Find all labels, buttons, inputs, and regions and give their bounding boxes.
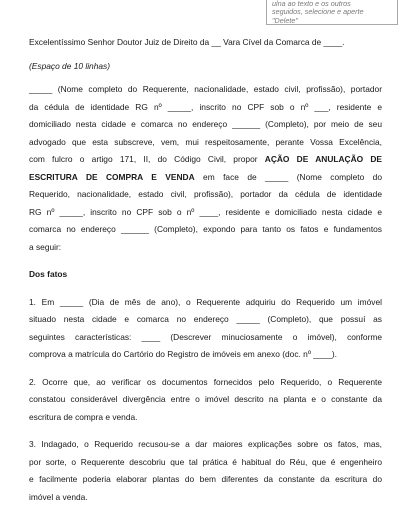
opening-line: da cédula de identidade RG nº _____, inscrito no CPF sob o nº ___, residente e [29, 99, 382, 117]
opening-line: advogado que esta subscreve, vem, mui respeitosamente, perante Vossa Excelência, [29, 134, 382, 152]
opening-paragraph [29, 81, 382, 256]
opening-line-with-action [29, 169, 382, 187]
fact-line: imóvel a venda. [29, 489, 382, 506]
instruction-note-box [266, 0, 398, 25]
fact-line: constatou considerável divergência entre o imóvel descrito na planta e o constante da [29, 391, 382, 409]
fact-line: escritura de compra e venda. [29, 409, 382, 427]
fact-line: 3. Indagado, o Requerido recusou-se a dar maiores explicações sobre os fatos, mas, [29, 436, 382, 454]
fact-paragraph-2 [29, 374, 382, 427]
fact-paragraph-1 [29, 294, 382, 364]
fact-line: por sorte, o Requerente descobriu que tal prática é habitual do Réu, que é engenheiro [29, 454, 382, 472]
opening-line: _____ (Nome completo do Requerente, nacionalidade, estado civil, profissão), portador [29, 81, 382, 99]
fact-line: seguintes características: ____ (Descrever minuciosamente o imóvel), conforme [29, 329, 382, 347]
fact-line: situado nesta cidade e comarca no endereço _____ (Completo), que possuí as [29, 311, 382, 329]
address-text: Excelentíssimo Senhor Doutor Juiz de Direito da __ Vara Cível da Comarca de ____. [29, 34, 382, 52]
fact-line: 1. Em _____ (Dia de mês de ano), o Requerente adquiriu do Requerido um imóvel [29, 294, 382, 312]
opening-line: a seguir: [29, 239, 382, 257]
fact-paragraph-3 [29, 436, 382, 506]
space-note-text: (Espaço de 10 linhas) [29, 58, 382, 76]
note-line: seguidos, selecione e aperte [272, 8, 392, 16]
fact-line: e facilmente poderia elaborar plantas do bem diferentes da constante da escritura do [29, 471, 382, 489]
opening-text: com fulcro o artigo 171, II, do Código Civil, propor [29, 154, 258, 164]
facts-heading: Dos fatos [29, 266, 382, 284]
fact-line: comprova a matrícula do Cartório do Registro de imóveis em anexo (doc. nº ____). [29, 346, 382, 364]
petition-document [29, 34, 382, 506]
note-line: "Delete" [272, 17, 392, 25]
opening-line: Requerido, nacionalidade, estado civil, profissão), portador da cédula de identidade [29, 186, 382, 204]
space-note [29, 58, 382, 76]
address-line [29, 34, 382, 52]
fact-line: 2. Ocorre que, ao verificar os documentos fornecidos pelo Requerido, o Requerente [29, 374, 382, 392]
opening-line: RG nº _____, inscrito no CPF sob o nº ____, residente e domiciliado nesta cidade e [29, 204, 382, 222]
opening-text: em face de _____ (Nome completo do [203, 172, 382, 182]
action-title-cont: ESCRITURA DE COMPRA E VENDA [29, 172, 195, 182]
note-line: ulna ao texto e os outros [272, 0, 392, 8]
action-title: AÇÃO DE ANULAÇÃO DE [265, 154, 382, 164]
opening-line: domiciliado nesta cidade e comarca no endereço ______ (Completo), por meio de seu [29, 116, 382, 134]
opening-line: comarca no endereço ______ (Completo), expondo para tanto os fatos e fundamentos [29, 221, 382, 239]
opening-line-with-action [29, 151, 382, 169]
